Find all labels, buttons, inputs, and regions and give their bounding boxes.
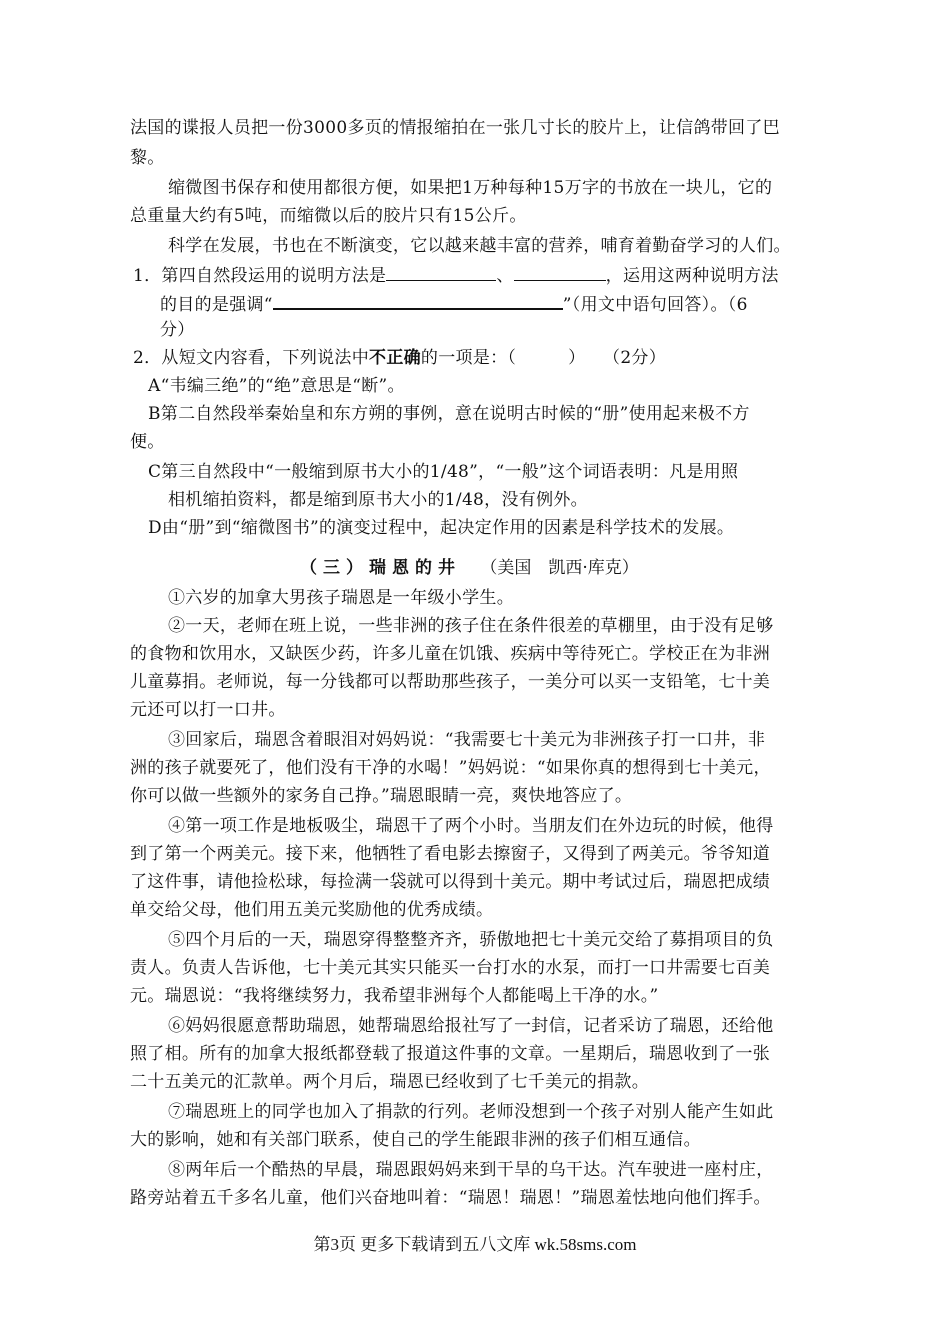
section-title — [300, 556, 639, 580]
story-line: 了这件事，请他捡松球，每捡满一袋就可以得到十美元。期中考试过后，瑞恩把成绩 — [130, 872, 771, 892]
story-line: 二十五美元的汇款单。两个月后，瑞恩已经收到了七千美元的捐款。 — [130, 1072, 649, 1092]
paragraph-line: 黎。 — [130, 148, 165, 168]
question-2-line — [133, 346, 666, 370]
story-line: 你可以做一些额外的家务自己挣。”瑞恩眼睛一亮，爽快地答应了。 — [130, 786, 633, 806]
question-text: 、 — [496, 266, 514, 286]
option-c: 相机缩拍资料，都是缩到原书大小的1/48，没有例外。 — [168, 490, 588, 510]
story-line: 照了相。所有的加拿大报纸都登载了报道这件事的文章。一星期后，瑞恩收到了一张 — [130, 1044, 771, 1064]
story-line: ⑧两年后一个酷热的早晨，瑞恩跟妈妈来到干旱的乌干达。汽车驶进一座村庄， — [168, 1160, 774, 1180]
question-text: ，运用这两种说明方法 — [605, 266, 779, 286]
question-1-line — [160, 290, 748, 317]
option-d: D由“册”到“缩微图书”的演变过程中，起决定作用的因素是科学技术的发展。 — [148, 518, 735, 538]
option-b: 便。 — [130, 432, 165, 452]
question-1-line — [133, 262, 779, 288]
story-line: ②一天，老师在班上说，一些非洲的孩子住在条件很差的草棚里，由于没有足够 — [168, 616, 774, 636]
story-line: 的食物和饮用水，又缺医少药，许多儿童在饥饿、疾病中等待死亡。学校正在为非洲 — [130, 644, 771, 664]
story-line: ③回家后，瑞恩含着眼泪对妈妈说：“我需要七十美元为非洲孩子打一口井，非 — [168, 730, 766, 750]
paragraph-line: 总重量大约有5吨，而缩微以后的胶片只有15公斤。 — [130, 206, 527, 226]
story-line: 洲的孩子就要死了，他们没有干净的水喝！”妈妈说：“如果你真的想得到七十美元， — [130, 758, 771, 778]
question-text: 1．第四自然段运用的说明方法是 — [133, 266, 387, 286]
answer-blank[interactable] — [273, 290, 563, 310]
option-c: C第三自然段中“一般缩到原书大小的1/48”，“一般”这个词语表明：凡是用照 — [148, 462, 739, 482]
option-a: A“韦编三绝”的“绝”意思是“断”。 — [148, 376, 405, 396]
answer-blank[interactable] — [514, 262, 606, 281]
story-line: ①六岁的加拿大男孩子瑞恩是一年级小学生。 — [168, 588, 514, 608]
story-line: ⑦瑞恩班上的同学也加入了捐款的行列。老师没想到一个孩子对别人能产生如此 — [168, 1102, 774, 1122]
page-footer: 第3页 更多下载请到五八文库 wk.58sms.com — [313, 1235, 637, 1254]
paragraph-line: 法国的谍报人员把一份3000多页的情报缩拍在一张几寸长的胶片上，让信鸽带回了巴 — [130, 118, 780, 138]
section-heading: （三）瑞恩的井 — [300, 558, 461, 578]
story-line: ⑤四个月后的一天，瑞恩穿得整整齐齐，骄傲地把七十美元交给了募捐项目的负 — [168, 930, 774, 950]
story-line: 元还可以打一口井。 — [130, 700, 286, 720]
story-line: 路旁站着五千多名儿童，他们兴奋地叫着：“瑞恩！瑞恩！”瑞恩羞怯地向他们挥手。 — [130, 1188, 771, 1208]
story-line: 大的影响，她和有关部门联系，使自己的学生能跟非洲的孩子们相互通信。 — [130, 1130, 701, 1150]
section-author: （美国 凯西·库克） — [480, 558, 639, 578]
emphasis-text: 不正确 — [369, 348, 421, 368]
question-text: ”（用文中语句回答）。（6 — [562, 295, 748, 315]
story-line: 单交给父母，他们用五美元奖励他的优秀成绩。 — [130, 900, 494, 920]
story-line: 元。瑞恩说：“我将继续努力，我希望非洲每个人都能喝上干净的水。” — [130, 986, 659, 1006]
story-line: 儿童募捐。老师说，每一分钱都可以帮助那些孩子，一美分可以买一支铅笔，七十美 — [130, 672, 771, 692]
answer-blank[interactable] — [386, 262, 496, 281]
story-line: 到了第一个两美元。接下来，他牺牲了看电影去擦窗子，又得到了两美元。爷爷知道 — [130, 844, 771, 864]
paragraph-line: 缩微图书保存和使用都很方便，如果把1万种每种15万字的书放在一块儿，它的 — [168, 178, 773, 198]
story-line: ④第一项工作是地板吸尘，瑞恩干了两个小时。当朋友们在外边玩的时候，他得 — [168, 816, 774, 836]
question-text: 的一项是：（ ） （2分） — [420, 348, 667, 368]
paragraph-line: 科学在发展，书也在不断演变，它以越来越丰富的营养，哺育着勤奋学习的人们。 — [168, 236, 791, 256]
question-text: 2．从短文内容看，下列说法中 — [133, 348, 370, 368]
question-text: 的目的是强调“ — [160, 295, 273, 315]
story-line: 责人。负责人告诉他，七十美元其实只能买一台打水的水泵，而打一口井需要七百美 — [130, 958, 771, 978]
story-line: ⑥妈妈很愿意帮助瑞恩，她帮瑞恩给报社写了一封信，记者采访了瑞恩，还给他 — [168, 1016, 774, 1036]
question-1-line: 分） — [160, 320, 195, 340]
option-b: B第二自然段举秦始皇和东方朔的事例，意在说明古时候的“册”使用起来极不方 — [148, 404, 750, 424]
